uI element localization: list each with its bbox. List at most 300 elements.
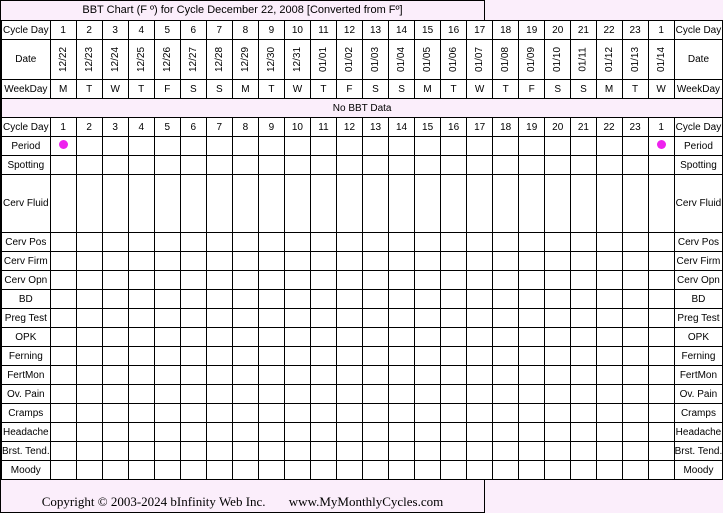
- spotting-cell[interactable]: [415, 156, 441, 175]
- cerv-pos-cell[interactable]: [206, 233, 232, 252]
- bd-cell[interactable]: [363, 290, 389, 309]
- cerv-firm-cell[interactable]: [336, 252, 362, 271]
- ov-pain-cell[interactable]: [336, 385, 362, 404]
- cerv-opn-cell[interactable]: [389, 271, 415, 290]
- opk-cell[interactable]: [648, 328, 674, 347]
- ferning-cell[interactable]: [648, 347, 674, 366]
- spotting-cell[interactable]: [206, 156, 232, 175]
- moody-cell[interactable]: [571, 461, 596, 480]
- cerv-firm-cell[interactable]: [441, 252, 467, 271]
- cerv-opn-cell[interactable]: [128, 271, 154, 290]
- preg-test-cell[interactable]: [180, 309, 206, 328]
- ov-pain-cell[interactable]: [180, 385, 206, 404]
- cerv-fluid-cell[interactable]: [622, 175, 648, 233]
- fertmon-cell[interactable]: [467, 366, 493, 385]
- ferning-cell[interactable]: [258, 347, 284, 366]
- spotting-cell[interactable]: [128, 156, 154, 175]
- brst-tend-cell[interactable]: [596, 442, 622, 461]
- brst-tend-cell[interactable]: [493, 442, 519, 461]
- brst-tend-cell[interactable]: [336, 442, 362, 461]
- ferning-cell[interactable]: [441, 347, 467, 366]
- opk-cell[interactable]: [363, 328, 389, 347]
- cramps-cell[interactable]: [76, 404, 102, 423]
- cerv-pos-cell[interactable]: [154, 233, 180, 252]
- headache-cell[interactable]: [363, 423, 389, 442]
- bd-cell[interactable]: [128, 290, 154, 309]
- cerv-firm-cell[interactable]: [493, 252, 519, 271]
- headache-cell[interactable]: [336, 423, 362, 442]
- ferning-cell[interactable]: [232, 347, 258, 366]
- ferning-cell[interactable]: [336, 347, 362, 366]
- ferning-cell[interactable]: [154, 347, 180, 366]
- cerv-pos-cell[interactable]: [232, 233, 258, 252]
- bd-cell[interactable]: [50, 290, 76, 309]
- brst-tend-cell[interactable]: [206, 442, 232, 461]
- cerv-opn-cell[interactable]: [493, 271, 519, 290]
- preg-test-cell[interactable]: [284, 309, 310, 328]
- period-cell[interactable]: [648, 137, 674, 156]
- preg-test-cell[interactable]: [622, 309, 648, 328]
- cramps-cell[interactable]: [519, 404, 545, 423]
- spotting-cell[interactable]: [389, 156, 415, 175]
- cerv-fluid-cell[interactable]: [519, 175, 545, 233]
- fertmon-cell[interactable]: [415, 366, 441, 385]
- fertmon-cell[interactable]: [50, 366, 76, 385]
- period-cell[interactable]: [519, 137, 545, 156]
- spotting-cell[interactable]: [622, 156, 648, 175]
- ferning-cell[interactable]: [571, 347, 596, 366]
- headache-cell[interactable]: [441, 423, 467, 442]
- bd-cell[interactable]: [336, 290, 362, 309]
- opk-cell[interactable]: [310, 328, 336, 347]
- cerv-firm-cell[interactable]: [128, 252, 154, 271]
- cerv-firm-cell[interactable]: [258, 252, 284, 271]
- opk-cell[interactable]: [232, 328, 258, 347]
- ov-pain-cell[interactable]: [467, 385, 493, 404]
- cerv-opn-cell[interactable]: [154, 271, 180, 290]
- spotting-cell[interactable]: [363, 156, 389, 175]
- preg-test-cell[interactable]: [441, 309, 467, 328]
- cramps-cell[interactable]: [258, 404, 284, 423]
- brst-tend-cell[interactable]: [648, 442, 674, 461]
- cerv-firm-cell[interactable]: [284, 252, 310, 271]
- preg-test-cell[interactable]: [102, 309, 128, 328]
- opk-cell[interactable]: [467, 328, 493, 347]
- cerv-pos-cell[interactable]: [571, 233, 596, 252]
- cerv-pos-cell[interactable]: [648, 233, 674, 252]
- cerv-fluid-cell[interactable]: [206, 175, 232, 233]
- moody-cell[interactable]: [545, 461, 571, 480]
- cerv-opn-cell[interactable]: [258, 271, 284, 290]
- ov-pain-cell[interactable]: [545, 385, 571, 404]
- brst-tend-cell[interactable]: [154, 442, 180, 461]
- cerv-fluid-cell[interactable]: [493, 175, 519, 233]
- cerv-firm-cell[interactable]: [519, 252, 545, 271]
- period-cell[interactable]: [545, 137, 571, 156]
- headache-cell[interactable]: [493, 423, 519, 442]
- headache-cell[interactable]: [180, 423, 206, 442]
- spotting-cell[interactable]: [76, 156, 102, 175]
- cerv-firm-cell[interactable]: [154, 252, 180, 271]
- fertmon-cell[interactable]: [258, 366, 284, 385]
- preg-test-cell[interactable]: [363, 309, 389, 328]
- brst-tend-cell[interactable]: [310, 442, 336, 461]
- cerv-pos-cell[interactable]: [336, 233, 362, 252]
- fertmon-cell[interactable]: [596, 366, 622, 385]
- cerv-firm-cell[interactable]: [545, 252, 571, 271]
- cramps-cell[interactable]: [596, 404, 622, 423]
- spotting-cell[interactable]: [519, 156, 545, 175]
- opk-cell[interactable]: [571, 328, 596, 347]
- cramps-cell[interactable]: [102, 404, 128, 423]
- cerv-opn-cell[interactable]: [310, 271, 336, 290]
- bd-cell[interactable]: [596, 290, 622, 309]
- cramps-cell[interactable]: [467, 404, 493, 423]
- opk-cell[interactable]: [596, 328, 622, 347]
- cerv-opn-cell[interactable]: [415, 271, 441, 290]
- brst-tend-cell[interactable]: [389, 442, 415, 461]
- ferning-cell[interactable]: [493, 347, 519, 366]
- cerv-fluid-cell[interactable]: [596, 175, 622, 233]
- headache-cell[interactable]: [232, 423, 258, 442]
- ferning-cell[interactable]: [389, 347, 415, 366]
- opk-cell[interactable]: [154, 328, 180, 347]
- fertmon-cell[interactable]: [571, 366, 596, 385]
- opk-cell[interactable]: [206, 328, 232, 347]
- cerv-opn-cell[interactable]: [76, 271, 102, 290]
- headache-cell[interactable]: [467, 423, 493, 442]
- fertmon-cell[interactable]: [389, 366, 415, 385]
- spotting-cell[interactable]: [180, 156, 206, 175]
- spotting-cell[interactable]: [596, 156, 622, 175]
- period-cell[interactable]: [232, 137, 258, 156]
- moody-cell[interactable]: [493, 461, 519, 480]
- fertmon-cell[interactable]: [493, 366, 519, 385]
- ov-pain-cell[interactable]: [284, 385, 310, 404]
- ferning-cell[interactable]: [363, 347, 389, 366]
- ov-pain-cell[interactable]: [622, 385, 648, 404]
- brst-tend-cell[interactable]: [76, 442, 102, 461]
- bd-cell[interactable]: [154, 290, 180, 309]
- headache-cell[interactable]: [415, 423, 441, 442]
- bd-cell[interactable]: [206, 290, 232, 309]
- opk-cell[interactable]: [545, 328, 571, 347]
- period-cell[interactable]: [571, 137, 596, 156]
- preg-test-cell[interactable]: [519, 309, 545, 328]
- cerv-pos-cell[interactable]: [493, 233, 519, 252]
- bd-cell[interactable]: [519, 290, 545, 309]
- brst-tend-cell[interactable]: [571, 442, 596, 461]
- spotting-cell[interactable]: [310, 156, 336, 175]
- period-cell[interactable]: [284, 137, 310, 156]
- cerv-opn-cell[interactable]: [571, 271, 596, 290]
- preg-test-cell[interactable]: [206, 309, 232, 328]
- preg-test-cell[interactable]: [389, 309, 415, 328]
- cerv-fluid-cell[interactable]: [415, 175, 441, 233]
- period-cell[interactable]: [336, 137, 362, 156]
- headache-cell[interactable]: [50, 423, 76, 442]
- opk-cell[interactable]: [258, 328, 284, 347]
- fertmon-cell[interactable]: [154, 366, 180, 385]
- cerv-pos-cell[interactable]: [258, 233, 284, 252]
- brst-tend-cell[interactable]: [232, 442, 258, 461]
- brst-tend-cell[interactable]: [519, 442, 545, 461]
- fertmon-cell[interactable]: [128, 366, 154, 385]
- headache-cell[interactable]: [596, 423, 622, 442]
- cramps-cell[interactable]: [128, 404, 154, 423]
- spotting-cell[interactable]: [441, 156, 467, 175]
- moody-cell[interactable]: [310, 461, 336, 480]
- ov-pain-cell[interactable]: [310, 385, 336, 404]
- cerv-fluid-cell[interactable]: [336, 175, 362, 233]
- moody-cell[interactable]: [284, 461, 310, 480]
- cramps-cell[interactable]: [415, 404, 441, 423]
- moody-cell[interactable]: [441, 461, 467, 480]
- cramps-cell[interactable]: [441, 404, 467, 423]
- cerv-opn-cell[interactable]: [102, 271, 128, 290]
- period-cell[interactable]: [206, 137, 232, 156]
- cerv-firm-cell[interactable]: [76, 252, 102, 271]
- brst-tend-cell[interactable]: [180, 442, 206, 461]
- brst-tend-cell[interactable]: [545, 442, 571, 461]
- cerv-pos-cell[interactable]: [519, 233, 545, 252]
- ov-pain-cell[interactable]: [76, 385, 102, 404]
- period-cell[interactable]: [596, 137, 622, 156]
- period-cell[interactable]: [622, 137, 648, 156]
- brst-tend-cell[interactable]: [50, 442, 76, 461]
- cerv-firm-cell[interactable]: [310, 252, 336, 271]
- fertmon-cell[interactable]: [545, 366, 571, 385]
- cramps-cell[interactable]: [493, 404, 519, 423]
- moody-cell[interactable]: [467, 461, 493, 480]
- cerv-fluid-cell[interactable]: [154, 175, 180, 233]
- opk-cell[interactable]: [441, 328, 467, 347]
- brst-tend-cell[interactable]: [415, 442, 441, 461]
- spotting-cell[interactable]: [102, 156, 128, 175]
- brst-tend-cell[interactable]: [441, 442, 467, 461]
- spotting-cell[interactable]: [467, 156, 493, 175]
- opk-cell[interactable]: [493, 328, 519, 347]
- cramps-cell[interactable]: [363, 404, 389, 423]
- brst-tend-cell[interactable]: [128, 442, 154, 461]
- ferning-cell[interactable]: [596, 347, 622, 366]
- headache-cell[interactable]: [389, 423, 415, 442]
- cerv-fluid-cell[interactable]: [648, 175, 674, 233]
- ov-pain-cell[interactable]: [128, 385, 154, 404]
- fertmon-cell[interactable]: [180, 366, 206, 385]
- ferning-cell[interactable]: [284, 347, 310, 366]
- opk-cell[interactable]: [622, 328, 648, 347]
- cerv-opn-cell[interactable]: [545, 271, 571, 290]
- preg-test-cell[interactable]: [50, 309, 76, 328]
- headache-cell[interactable]: [648, 423, 674, 442]
- bd-cell[interactable]: [284, 290, 310, 309]
- preg-test-cell[interactable]: [415, 309, 441, 328]
- cerv-firm-cell[interactable]: [622, 252, 648, 271]
- preg-test-cell[interactable]: [648, 309, 674, 328]
- brst-tend-cell[interactable]: [622, 442, 648, 461]
- cerv-fluid-cell[interactable]: [310, 175, 336, 233]
- cerv-pos-cell[interactable]: [441, 233, 467, 252]
- cramps-cell[interactable]: [154, 404, 180, 423]
- cramps-cell[interactable]: [284, 404, 310, 423]
- ferning-cell[interactable]: [76, 347, 102, 366]
- cramps-cell[interactable]: [180, 404, 206, 423]
- ferning-cell[interactable]: [310, 347, 336, 366]
- cerv-pos-cell[interactable]: [76, 233, 102, 252]
- ferning-cell[interactable]: [102, 347, 128, 366]
- ov-pain-cell[interactable]: [389, 385, 415, 404]
- ov-pain-cell[interactable]: [596, 385, 622, 404]
- cerv-opn-cell[interactable]: [206, 271, 232, 290]
- ferning-cell[interactable]: [50, 347, 76, 366]
- preg-test-cell[interactable]: [154, 309, 180, 328]
- fertmon-cell[interactable]: [310, 366, 336, 385]
- cerv-firm-cell[interactable]: [467, 252, 493, 271]
- cerv-firm-cell[interactable]: [363, 252, 389, 271]
- spotting-cell[interactable]: [493, 156, 519, 175]
- preg-test-cell[interactable]: [128, 309, 154, 328]
- ferning-cell[interactable]: [545, 347, 571, 366]
- ov-pain-cell[interactable]: [258, 385, 284, 404]
- bd-cell[interactable]: [232, 290, 258, 309]
- period-cell[interactable]: [154, 137, 180, 156]
- bd-cell[interactable]: [441, 290, 467, 309]
- preg-test-cell[interactable]: [310, 309, 336, 328]
- cerv-firm-cell[interactable]: [571, 252, 596, 271]
- opk-cell[interactable]: [76, 328, 102, 347]
- moody-cell[interactable]: [232, 461, 258, 480]
- cerv-fluid-cell[interactable]: [363, 175, 389, 233]
- cerv-opn-cell[interactable]: [596, 271, 622, 290]
- opk-cell[interactable]: [50, 328, 76, 347]
- cerv-fluid-cell[interactable]: [180, 175, 206, 233]
- spotting-cell[interactable]: [648, 156, 674, 175]
- cramps-cell[interactable]: [545, 404, 571, 423]
- period-cell[interactable]: [389, 137, 415, 156]
- cerv-fluid-cell[interactable]: [571, 175, 596, 233]
- headache-cell[interactable]: [154, 423, 180, 442]
- fertmon-cell[interactable]: [441, 366, 467, 385]
- period-cell[interactable]: [102, 137, 128, 156]
- ov-pain-cell[interactable]: [441, 385, 467, 404]
- fertmon-cell[interactable]: [76, 366, 102, 385]
- cerv-pos-cell[interactable]: [50, 233, 76, 252]
- preg-test-cell[interactable]: [467, 309, 493, 328]
- cramps-cell[interactable]: [310, 404, 336, 423]
- ov-pain-cell[interactable]: [519, 385, 545, 404]
- preg-test-cell[interactable]: [493, 309, 519, 328]
- ferning-cell[interactable]: [128, 347, 154, 366]
- period-cell[interactable]: [258, 137, 284, 156]
- cerv-fluid-cell[interactable]: [50, 175, 76, 233]
- cerv-firm-cell[interactable]: [648, 252, 674, 271]
- cerv-pos-cell[interactable]: [389, 233, 415, 252]
- brst-tend-cell[interactable]: [102, 442, 128, 461]
- fertmon-cell[interactable]: [102, 366, 128, 385]
- cerv-fluid-cell[interactable]: [102, 175, 128, 233]
- opk-cell[interactable]: [284, 328, 310, 347]
- ferning-cell[interactable]: [415, 347, 441, 366]
- moody-cell[interactable]: [363, 461, 389, 480]
- cerv-opn-cell[interactable]: [180, 271, 206, 290]
- headache-cell[interactable]: [76, 423, 102, 442]
- opk-cell[interactable]: [180, 328, 206, 347]
- ov-pain-cell[interactable]: [50, 385, 76, 404]
- cerv-firm-cell[interactable]: [596, 252, 622, 271]
- opk-cell[interactable]: [336, 328, 362, 347]
- cerv-opn-cell[interactable]: [622, 271, 648, 290]
- moody-cell[interactable]: [258, 461, 284, 480]
- fertmon-cell[interactable]: [363, 366, 389, 385]
- opk-cell[interactable]: [519, 328, 545, 347]
- fertmon-cell[interactable]: [648, 366, 674, 385]
- bd-cell[interactable]: [310, 290, 336, 309]
- headache-cell[interactable]: [545, 423, 571, 442]
- spotting-cell[interactable]: [50, 156, 76, 175]
- brst-tend-cell[interactable]: [258, 442, 284, 461]
- period-cell[interactable]: [441, 137, 467, 156]
- moody-cell[interactable]: [154, 461, 180, 480]
- period-cell[interactable]: [180, 137, 206, 156]
- cerv-firm-cell[interactable]: [206, 252, 232, 271]
- bd-cell[interactable]: [648, 290, 674, 309]
- bd-cell[interactable]: [76, 290, 102, 309]
- moody-cell[interactable]: [76, 461, 102, 480]
- preg-test-cell[interactable]: [571, 309, 596, 328]
- cerv-fluid-cell[interactable]: [232, 175, 258, 233]
- bd-cell[interactable]: [102, 290, 128, 309]
- moody-cell[interactable]: [128, 461, 154, 480]
- cerv-firm-cell[interactable]: [389, 252, 415, 271]
- fertmon-cell[interactable]: [622, 366, 648, 385]
- cramps-cell[interactable]: [206, 404, 232, 423]
- cerv-fluid-cell[interactable]: [258, 175, 284, 233]
- ov-pain-cell[interactable]: [154, 385, 180, 404]
- bd-cell[interactable]: [389, 290, 415, 309]
- preg-test-cell[interactable]: [596, 309, 622, 328]
- bd-cell[interactable]: [493, 290, 519, 309]
- ferning-cell[interactable]: [467, 347, 493, 366]
- cerv-firm-cell[interactable]: [50, 252, 76, 271]
- cerv-pos-cell[interactable]: [310, 233, 336, 252]
- spotting-cell[interactable]: [154, 156, 180, 175]
- period-cell[interactable]: [128, 137, 154, 156]
- preg-test-cell[interactable]: [258, 309, 284, 328]
- moody-cell[interactable]: [206, 461, 232, 480]
- cerv-pos-cell[interactable]: [596, 233, 622, 252]
- ov-pain-cell[interactable]: [102, 385, 128, 404]
- spotting-cell[interactable]: [545, 156, 571, 175]
- bd-cell[interactable]: [180, 290, 206, 309]
- period-cell[interactable]: [467, 137, 493, 156]
- bd-cell[interactable]: [571, 290, 596, 309]
- headache-cell[interactable]: [310, 423, 336, 442]
- ov-pain-cell[interactable]: [493, 385, 519, 404]
- cerv-opn-cell[interactable]: [284, 271, 310, 290]
- moody-cell[interactable]: [519, 461, 545, 480]
- spotting-cell[interactable]: [336, 156, 362, 175]
- bd-cell[interactable]: [467, 290, 493, 309]
- spotting-cell[interactable]: [258, 156, 284, 175]
- ov-pain-cell[interactable]: [363, 385, 389, 404]
- moody-cell[interactable]: [102, 461, 128, 480]
- cramps-cell[interactable]: [571, 404, 596, 423]
- headache-cell[interactable]: [519, 423, 545, 442]
- cerv-pos-cell[interactable]: [102, 233, 128, 252]
- moody-cell[interactable]: [415, 461, 441, 480]
- preg-test-cell[interactable]: [232, 309, 258, 328]
